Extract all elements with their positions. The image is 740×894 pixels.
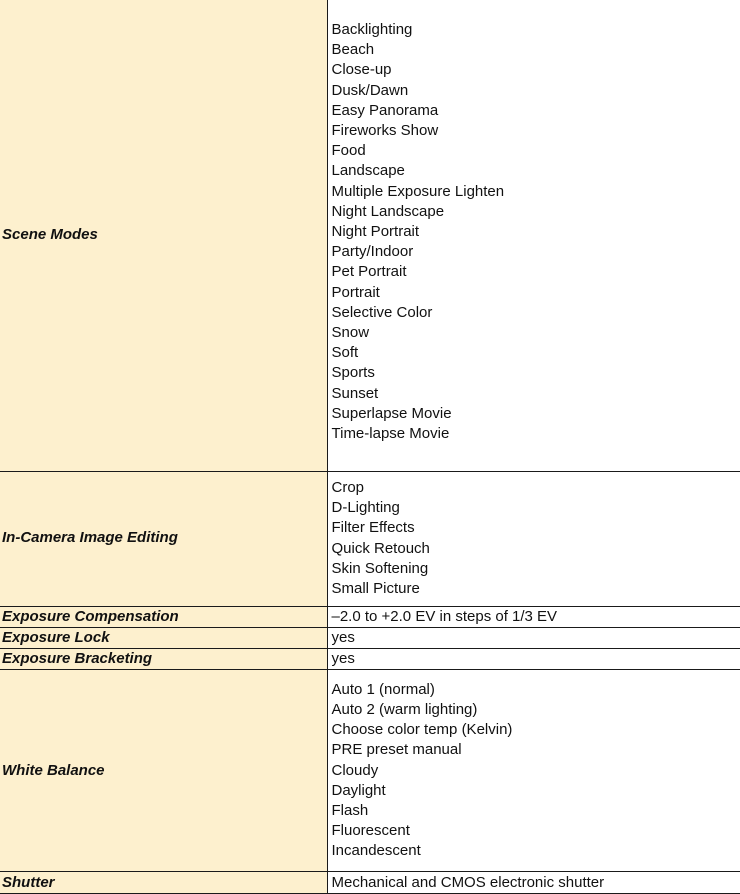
value-item: yes <box>332 649 740 669</box>
value-item: Crop <box>332 478 740 498</box>
table-row <box>0 648 740 669</box>
value-item: Flash <box>332 801 740 821</box>
value-item: –2.0 to +2.0 EV in steps of 1/3 EV <box>332 607 740 627</box>
row-values <box>327 627 740 648</box>
value-item: yes <box>332 628 740 648</box>
table-row <box>0 670 740 872</box>
value-item: Time-lapse Movie <box>332 424 740 444</box>
value-item: Cloudy <box>332 761 740 781</box>
value-list <box>332 628 740 648</box>
value-item: Fluorescent <box>332 821 740 841</box>
value-item: Superlapse Movie <box>332 404 740 424</box>
row-values <box>327 670 740 872</box>
row-label: White Balance <box>0 670 327 872</box>
value-list <box>332 873 740 893</box>
value-item: Skin Softening <box>332 559 740 579</box>
value-item: Night Portrait <box>332 222 740 242</box>
value-item: D-Lighting <box>332 498 740 518</box>
table-row <box>0 471 740 606</box>
value-item: Pet Portrait <box>332 262 740 282</box>
value-item: Fireworks Show <box>332 121 740 141</box>
value-list <box>332 20 740 444</box>
value-item: Filter Effects <box>332 518 740 538</box>
value-item: Snow <box>332 323 740 343</box>
value-list <box>332 649 740 669</box>
row-label: Exposure Compensation <box>0 606 327 627</box>
value-list <box>332 607 740 627</box>
row-label: In-Camera Image Editing <box>0 471 327 606</box>
value-item: Close-up <box>332 60 740 80</box>
value-item: Incandescent <box>332 841 740 861</box>
value-item: Quick Retouch <box>332 539 740 559</box>
table-row <box>0 606 740 627</box>
row-label: Exposure Lock <box>0 627 327 648</box>
value-item: Auto 1 (normal) <box>332 680 740 700</box>
value-item: Dusk/Dawn <box>332 81 740 101</box>
value-item: Auto 2 (warm lighting) <box>332 700 740 720</box>
row-label: Exposure Bracketing <box>0 648 327 669</box>
value-list <box>332 478 740 599</box>
value-item: Party/Indoor <box>332 242 740 262</box>
value-item: Landscape <box>332 161 740 181</box>
value-item: Selective Color <box>332 303 740 323</box>
value-item: Sports <box>332 363 740 383</box>
value-item: Backlighting <box>332 20 740 40</box>
table-row <box>0 627 740 648</box>
value-item: Sunset <box>332 384 740 404</box>
value-item: Portrait <box>332 283 740 303</box>
value-item: Night Landscape <box>332 202 740 222</box>
row-label: Scene Modes <box>0 0 327 471</box>
value-item: Food <box>332 141 740 161</box>
row-values <box>327 0 740 471</box>
value-item: Small Picture <box>332 579 740 599</box>
value-item: Daylight <box>332 781 740 801</box>
value-list <box>332 680 740 862</box>
row-label: Shutter <box>0 872 327 894</box>
row-values <box>327 606 740 627</box>
row-values <box>327 471 740 606</box>
value-item: Multiple Exposure Lighten <box>332 182 740 202</box>
value-item: Soft <box>332 343 740 363</box>
row-values <box>327 872 740 894</box>
table-row <box>0 872 740 894</box>
value-item: Beach <box>332 40 740 60</box>
value-item: PRE preset manual <box>332 740 740 760</box>
value-item: Choose color temp (Kelvin) <box>332 720 740 740</box>
row-values <box>327 648 740 669</box>
value-item: Mechanical and CMOS electronic shutter <box>332 873 740 893</box>
value-item: Easy Panorama <box>332 101 740 121</box>
